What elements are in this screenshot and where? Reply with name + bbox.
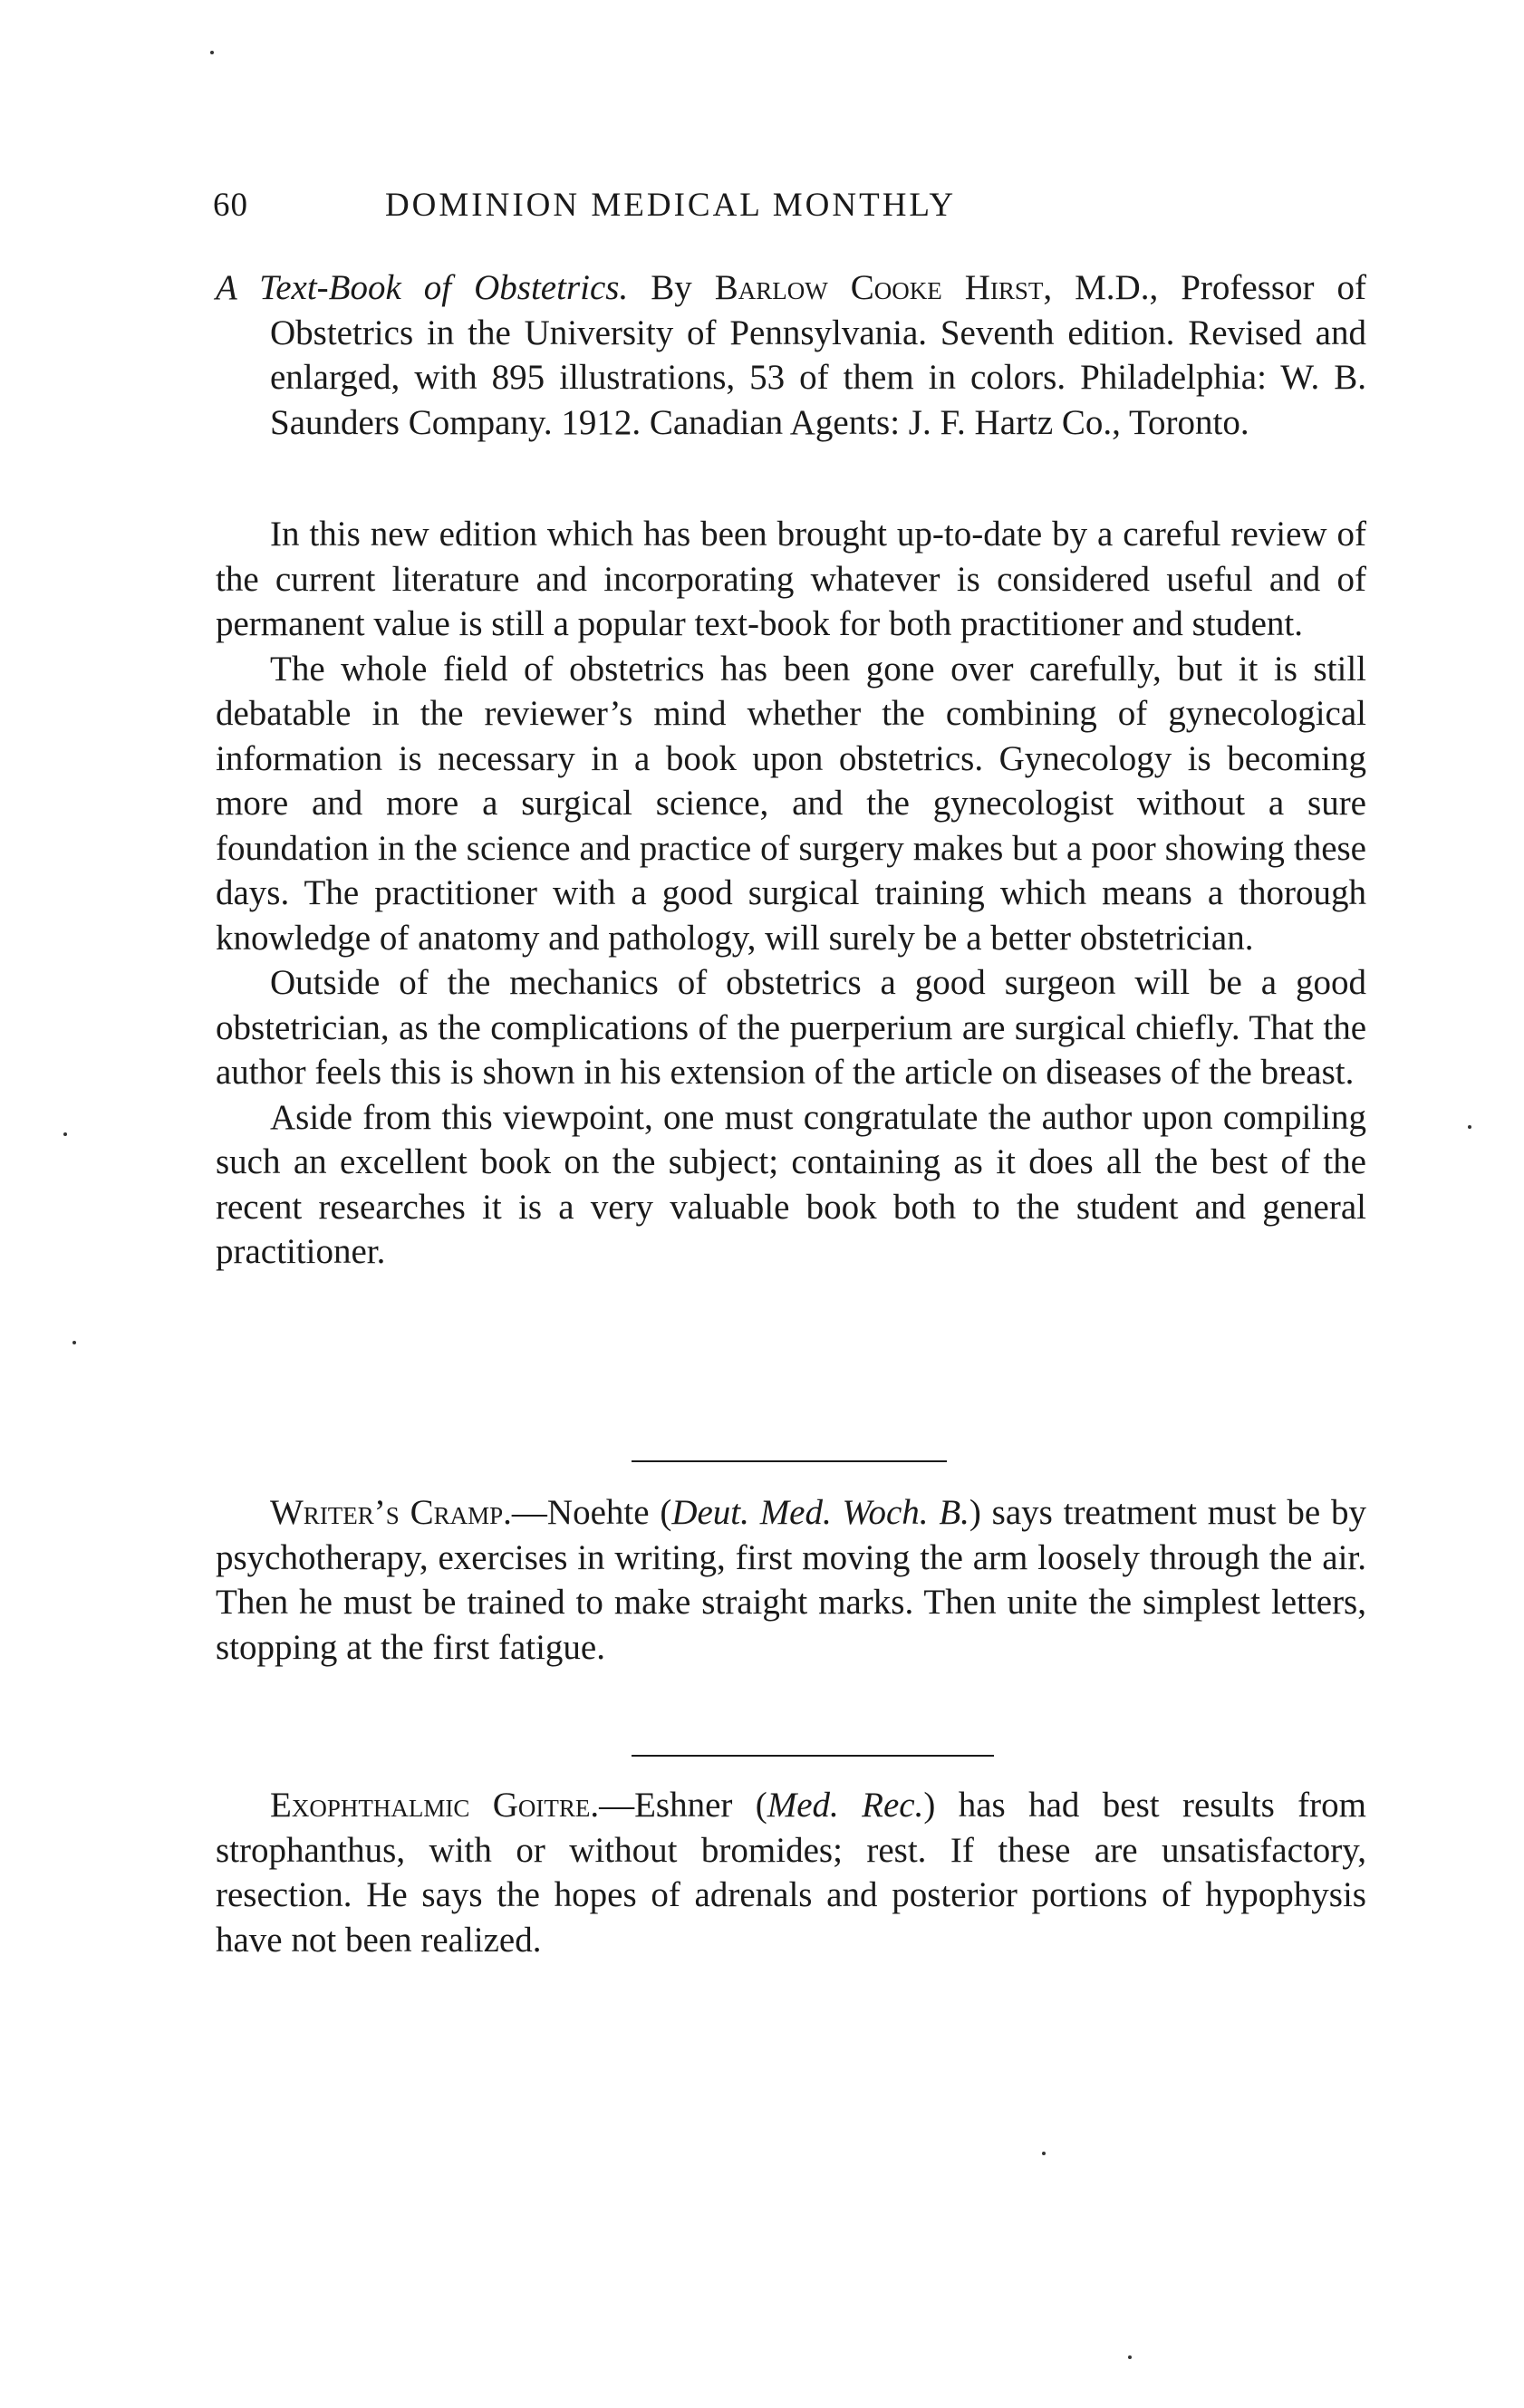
running-head: DOMINION MEDICAL MONTHLY	[384, 187, 957, 224]
citation-author: Barlow Cooke Hirst	[714, 268, 1044, 307]
review-paragraph-4: Aside from this viewpoint, one must congratulate the author upon compiling such an excellent book on the subject; containing as it does all the best of the recent researches it is a very valuable book both to the student and general practitioner.	[216, 1097, 1366, 1271]
abstract-writers-cramp	[216, 1490, 1366, 1670]
review-paragraph-1: In this new edition which has been brought up-to-date by a careful review of the current literature and incorporating whatever is considered useful and of permanent value is still a popular text-book for both practitioner and student.	[216, 515, 1366, 643]
abstract-dash: —	[511, 1493, 547, 1532]
abstract-body: ) says treatment must be by psychotherapy, exercises in writing, first moving the arm loosely through the air. Then he must be trained to make straight marks. Then unite the simplest letters, stopping at the first fatigue.	[216, 1493, 1366, 1667]
abstract-source: Med. Rec.	[767, 1786, 924, 1825]
citation-by: By	[651, 268, 692, 307]
page-number: 60	[213, 187, 248, 224]
section-divider	[632, 1460, 947, 1462]
scan-speck	[1042, 2152, 1046, 2155]
abstract-heading: Writer’s Cramp.	[270, 1493, 512, 1532]
page-header	[213, 186, 1128, 240]
abstract-exophthalmic-goitre	[216, 1783, 1366, 1962]
scan-speck	[210, 51, 214, 54]
abstract-source: Deut. Med. Woch. B.	[671, 1493, 969, 1532]
scan-speck	[1468, 1125, 1471, 1129]
abstract-author: Eshner (	[634, 1786, 767, 1825]
book-review	[216, 512, 1366, 1275]
abstract-author: Noehte (	[546, 1493, 672, 1532]
section-divider	[632, 1755, 994, 1757]
citation-paragraph	[216, 265, 1366, 445]
citation-details: , M.D., Professor of Obstetrics in the University of Pennsylvania. Seventh edition. Revised and enlarged, with 895 illustrations, 53 of them in colors. Philadelphia: W. B. Saunders Company. 1912. Canadian Agents: J. F. Hartz Co., Toronto.	[270, 268, 1367, 442]
review-paragraph-2: The whole field of obstetrics has been gone over carefully, but it is still debatable in the reviewer’s mind whether the combining of gynecological information is necessary in a book upon obstetrics. Gynecology is becoming more and more a surgical science, and the gynecologist without a sure foundation in the science and practice of surgery makes but a poor showing these days. The practitioner with a good surgical training which means a thorough knowledge of anatomy and pathology, will surely be a better obstetrician.	[216, 649, 1366, 958]
abstract-paragraph	[216, 1783, 1366, 1962]
scan-speck	[63, 1132, 67, 1136]
abstract-heading: Exophthalmic Goitre.	[270, 1786, 600, 1825]
abstract-paragraph	[216, 1490, 1366, 1670]
scan-speck	[72, 1341, 76, 1344]
book-citation	[216, 265, 1366, 445]
book-title: A Text-Book of Obstetrics.	[216, 268, 629, 307]
abstract-body: ) has had best results from strophanthus, with or without bromides; rest. If these are unsatisfactory, resection. He says the hopes of adrenals and posterior portions of hypophysis have not been realized.	[216, 1786, 1366, 1960]
abstract-dash: —	[599, 1786, 635, 1825]
scan-speck	[1128, 2355, 1132, 2359]
review-paragraph-3: Outside of the mechanics of obstetrics a good surgeon will be a good obstetrician, as the complications of the puerperium are surgical chiefly. That the author feels this is shown in his extension of the article on diseases of the breast.	[216, 963, 1366, 1092]
